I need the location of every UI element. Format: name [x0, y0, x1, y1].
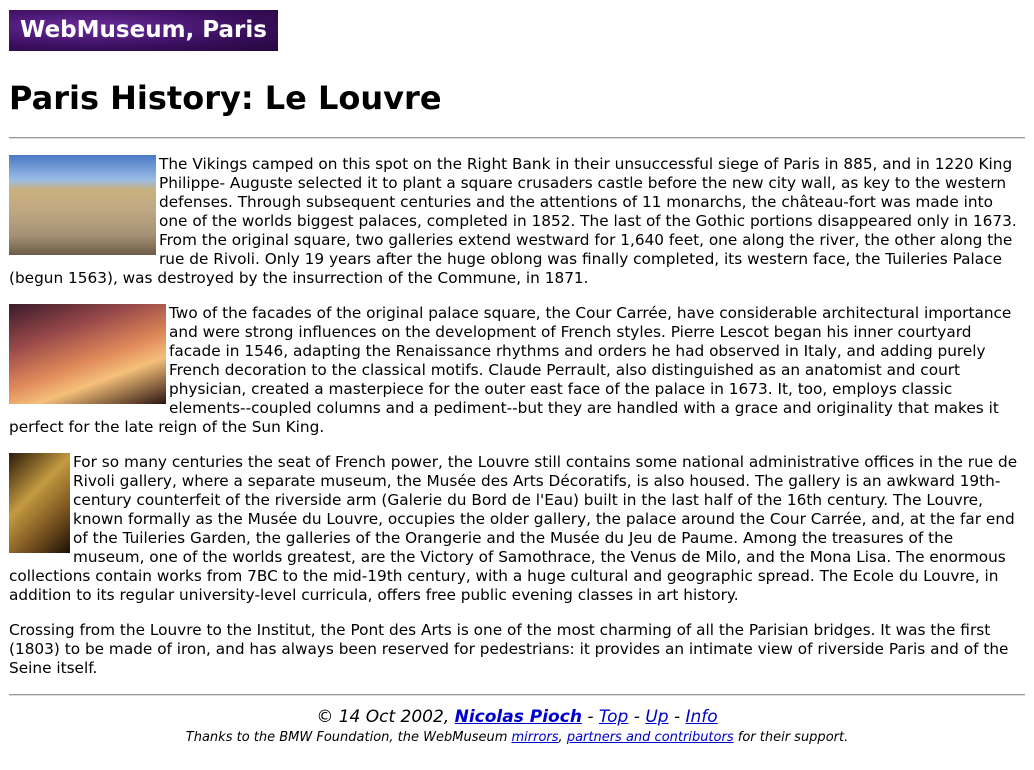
footer-divider	[9, 694, 1025, 696]
info-link[interactable]: Info	[685, 707, 718, 727]
louvre-facade-image	[9, 453, 70, 553]
louvre-night-image	[9, 304, 166, 404]
copyright: © 14 Oct 2002,	[316, 707, 455, 727]
separator: -	[581, 707, 599, 727]
paragraph-4: Crossing from the Louvre to the Institut, the Pont des Arts is one of the most charming of all the Parisian bridges. It was the first (1803) to be made of iron, and has always been reserved for pedestrians: it provides an intimate view of riverside Paris and of the Seine itself.	[9, 621, 1009, 677]
partners-link[interactable]: partners and contributors	[566, 730, 734, 745]
paragraph-2: Two of the facades of the original palace square, the Cour Carrée, have considerable architectural importance and were strong influences on the development of French styles. Pierre Lescot began his inner courtyard facade in 1546, adapting the Renaissance rhythms and orders he had observed in Italy, and adding purely French decoration to the classical motifs. Claude Perrault, also distinguished as an anatomist and court physician, created a masterpiece for the outer east face of the palace in 1673. It, too, employs classic elements--coupled columns and a pediment--but they are handled with a grace and originality that makes it perfect for the late reign of the Sun King.	[9, 304, 1012, 436]
louvre-pyramid-image	[9, 155, 156, 255]
up-link[interactable]: Up	[645, 707, 669, 727]
separator: -	[668, 707, 686, 727]
page-title: Paris History: Le Louvre	[9, 79, 442, 117]
webmuseum-logo[interactable]: WebMuseum, Paris	[9, 10, 278, 51]
mirrors-link[interactable]: mirrors	[511, 730, 559, 745]
footer	[9, 706, 1025, 748]
paragraph-1: The Vikings camped on this spot on the Right Bank in their unsuccessful siege of Paris in 885, and in 1220 King Philippe- Auguste selected it to plant a square crusaders castle before the new city wall, as key to the western defenses. Through subsequent centuries and the attentions of 11 monarchs, the château-fort was made into one of the worlds biggest palaces, completed in 1852. The last of the Gothic portions disappeared only in 1673. From the original square, two galleries extend westward for 1,640 feet, one along the river, the other along the rue de Rivoli. Only 19 years after the huge oblong was finally completed, its western face, the Tuileries Palace (begun 1563), was destroyed by the insurrection of the Commune, in 1871.	[9, 155, 1017, 287]
thanks-suffix: for their support.	[733, 730, 849, 745]
thanks-text: Thanks to the BMW Foundation, the WebMuseum	[185, 730, 512, 745]
author-link[interactable]: Nicolas Pioch	[454, 707, 582, 727]
comma: ,	[558, 730, 567, 745]
separator: -	[628, 707, 646, 727]
divider	[9, 137, 1025, 139]
top-link[interactable]: Top	[598, 707, 629, 727]
paragraph-3: For so many centuries the seat of French power, the Louvre still contains some national administrative offices in the rue de Rivoli gallery, where a separate museum, the Musée des Arts Décoratifs, is also housed. The gallery is an awkward 19th-century counterfeit of the riverside arm (Galerie du Bord de l'Eau) built in the last half of the 16th century. The Louvre, known formally as the Musée du Louvre, occupies the older gallery, the palace around the Cour Carrée, and, at the far end of the Tuileries Garden, the galleries of the Orangerie and the Musée du Jeu de Paume. Among the treasures of the museum, one of the worlds greatest, are the Victory of Samothrace, the Venus de Milo, and the Mona Lisa. The enormous collections contain works from 7BC to the mid-19th century, with a huge cultural and geographic spread. The Ecole du Louvre, in addition to its regular university-level curricula, offers free public evening classes in art history.	[9, 453, 1018, 604]
